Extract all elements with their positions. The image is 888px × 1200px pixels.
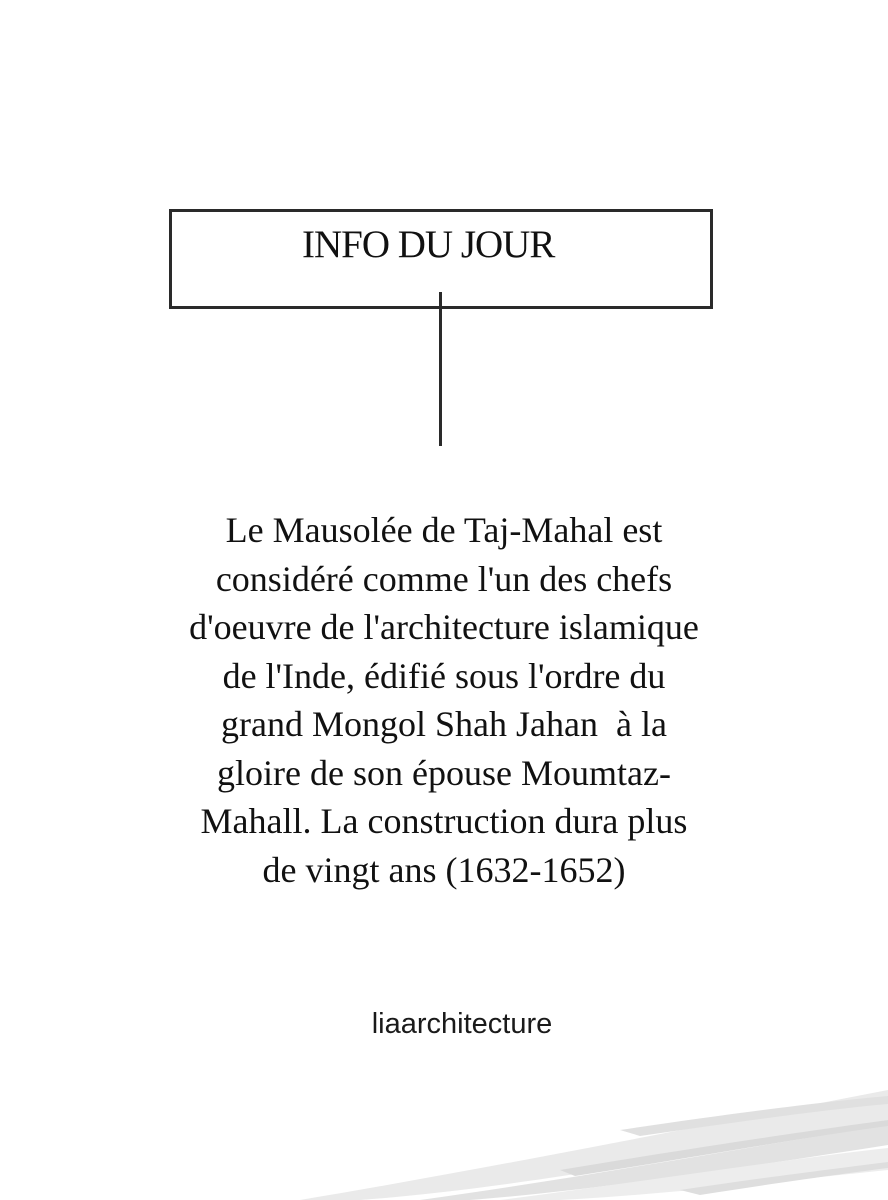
card-title: INFO DU JOUR — [302, 223, 555, 266]
fact-line: de l'Inde, édifié sous l'ordre du — [222, 655, 666, 696]
fact-line: grand Mongol Shah Jahan à la — [221, 704, 667, 744]
fact-line: Mahall. La construction dura plus — [200, 801, 688, 841]
fact-line: de vingt ans (1632-1652) — [262, 849, 626, 890]
brush-stroke-decoration — [0, 1020, 888, 1200]
fact-line: considéré comme l'un des chefs — [215, 558, 673, 599]
connector-line — [439, 292, 442, 446]
fact-text — [0, 506, 888, 894]
fact-line: gloire de son épouse Moumtaz- — [217, 752, 671, 793]
fact-line: d'oeuvre de l'architecture islamique — [189, 607, 699, 647]
fact-line: Le Mausolée de Taj-Mahal est — [225, 510, 663, 550]
author-credit: liaarchitecture — [371, 1008, 553, 1040]
